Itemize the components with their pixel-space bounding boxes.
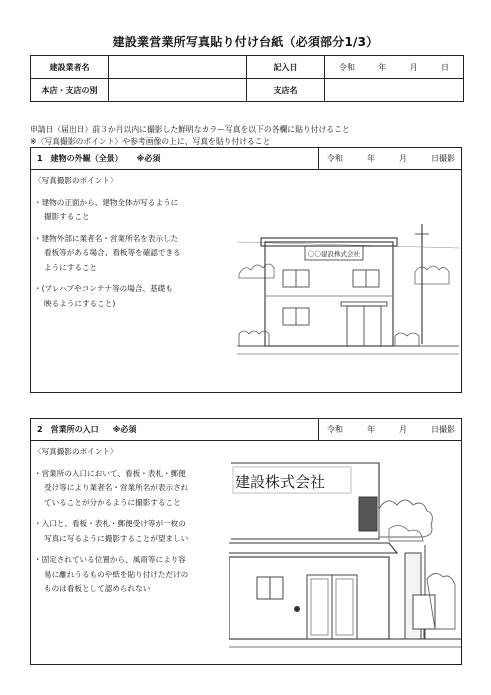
point-item: ・入口と、看板・表札・郵便受け等が一枚の 写真に写るように撮影することが望ましい [34, 519, 189, 543]
point-item: ・営業所の入口において、看板・表札・郵便 受け等により業者名・営業所名が表示され ていることが分かるように撮影すること [34, 468, 189, 507]
photo-date-month: 月 [399, 154, 407, 163]
office-type-label: 本店・支店の別 [31, 79, 109, 102]
entry-date-era: 令和 [339, 62, 355, 72]
office-type-field[interactable] [109, 79, 247, 102]
section-header [31, 419, 461, 441]
photo-date-field[interactable] [319, 419, 461, 440]
point-item: ・建物外部に業者名・営業所名を表示した 看板等がある場合、看板等を確認できる ようにすること [34, 233, 181, 272]
point-item: ・(プレハブやコンテナ等の場合、基礎も 映るようにすること) [34, 284, 173, 308]
entry-date-year: 年 [378, 62, 387, 72]
entrance-sign-text: 建設株式会社 [235, 473, 326, 491]
photo-date-era: 令和 [327, 154, 343, 163]
points-heading: 〈写真撮影のポイント〉 [34, 447, 118, 456]
point-item: ・固定されている位置から、風雨等により容 易に離れうるものや紙を貼り付けただけの ものは看板として認められない [34, 555, 189, 593]
entry-date-month: 月 [409, 62, 418, 72]
page-title: 建設業営業所写真貼り付け台紙（必須部分1/3） [112, 35, 379, 49]
photo-date-suffix: 日撮影 [431, 154, 455, 163]
photo-date-year: 年 [367, 425, 375, 434]
section-title: 2 営業所の入口 [37, 425, 99, 434]
header-table [30, 55, 464, 102]
building-sign-text: 〇〇建設株式会社 [308, 250, 360, 258]
branch-name-field[interactable] [325, 79, 464, 102]
photo-points [34, 174, 181, 318]
section-building-exterior [30, 147, 462, 393]
photo-date-year: 年 [367, 154, 375, 163]
photo-date-suffix: 日撮影 [431, 425, 455, 434]
points-heading: 〈写真撮影のポイント〉 [34, 176, 118, 185]
branch-name-label: 支店名 [247, 79, 325, 102]
photo-points [34, 445, 188, 604]
entry-date-day: 日 [440, 62, 449, 72]
office-entrance-illustration [229, 449, 461, 661]
photo-date-month: 月 [399, 425, 407, 434]
contractor-name-label: 建設業者名 [31, 56, 109, 79]
instruction-line-1: 申請日（届出日）前３か月以内に撮影した鮮明なカラー写真を以下の各欄に貼り付けること [30, 125, 350, 134]
contractor-name-field[interactable] [109, 56, 247, 79]
building-exterior-illustration [237, 214, 459, 364]
instruction-line-2: ※〈写真撮影のポイント〉や参考画像の上に、写真を貼り付けること [30, 137, 271, 146]
required-mark: ※必須 [112, 425, 137, 434]
section-office-entrance [30, 418, 462, 665]
photo-date-field[interactable] [319, 148, 461, 169]
instructions [30, 124, 470, 148]
required-mark: ※必須 [136, 154, 161, 163]
point-item: ・建物の正面から、建物全体が写るように 撮影すること [34, 197, 179, 221]
photo-area[interactable] [31, 441, 461, 664]
photo-area[interactable] [31, 170, 461, 392]
entry-date-label: 記入日 [247, 56, 325, 79]
entry-date-field[interactable] [325, 56, 464, 79]
section-header [31, 148, 461, 170]
section-title: 1 建物の外観（全景） [37, 154, 123, 163]
photo-date-era: 令和 [327, 425, 343, 434]
